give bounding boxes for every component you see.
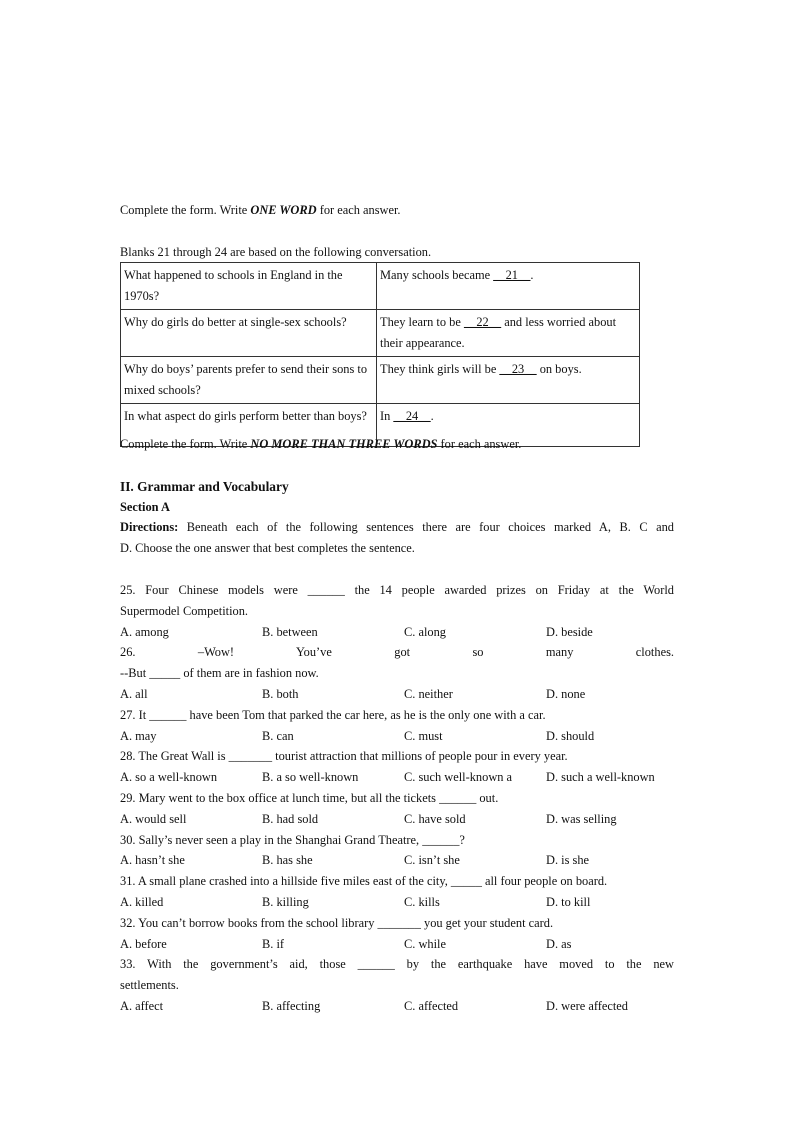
conversation-form-table	[120, 262, 640, 447]
form-row	[121, 357, 640, 404]
answer-option: A. hasn’t she	[120, 853, 185, 867]
answer-option: D. is she	[546, 853, 590, 867]
form-question-cell: Why do girls do better at single-sex schools?	[121, 310, 377, 357]
form-question-cell: In what aspect do girls perform better than boys?	[121, 404, 377, 447]
answer-option: A. so a well-known	[120, 770, 218, 784]
answer-option: D. as	[546, 937, 572, 951]
answer-option: D. to kill	[546, 895, 591, 909]
answer-text: Many schools became	[380, 268, 494, 282]
directions-line-2: D. Choose the one answer that best completes the sentence.	[120, 541, 415, 555]
instruction-emphasis: NO MORE THAN THREE WORDS	[250, 437, 438, 451]
answer-option: D. was selling	[546, 812, 617, 826]
question-text: --But _____ of them are in fashion now.	[120, 666, 319, 680]
answer-blank: __21__	[493, 268, 531, 282]
answer-option: B. between	[262, 625, 318, 639]
question-text: 26. –Wow! You’ve got so many clothes.	[120, 645, 674, 659]
form-answer-cell	[377, 263, 640, 310]
answer-options	[120, 936, 674, 952]
form-question-cell: What happened to schools in England in the 1970s?	[121, 263, 377, 310]
answer-option: B. affecting	[262, 999, 321, 1013]
answer-text: In	[380, 409, 394, 423]
answer-option: A. killed	[120, 895, 164, 909]
answer-text: on boys.	[536, 362, 582, 376]
question-text: settlements.	[120, 978, 179, 992]
answer-options	[120, 624, 674, 640]
question-text: 32. You can’t borrow books from the school library _______ you get your student card.	[120, 916, 554, 930]
instruction-three-words	[120, 436, 521, 452]
answer-option: B. has she	[262, 853, 313, 867]
question-text: 30. Sally’s never seen a play in the Shanghai Grand Theatre, ______?	[120, 833, 465, 847]
form-row	[121, 310, 640, 357]
answer-option: B. killing	[262, 895, 309, 909]
answer-option: A. before	[120, 937, 167, 951]
answer-option: D. none	[546, 687, 586, 701]
answer-text: They learn to be	[380, 315, 464, 329]
answer-option: D. should	[546, 729, 595, 743]
form-row	[121, 263, 640, 310]
question-text: 31. A small plane crashed into a hillside five miles east of the city, _____ all four people on board.	[120, 874, 608, 888]
instruction-emphasis: ONE WORD	[250, 203, 317, 217]
answer-option: C. along	[404, 625, 446, 639]
answer-option: C. neither	[404, 687, 453, 701]
instruction-one-word	[120, 202, 401, 218]
answer-text: They think girls will be	[380, 362, 500, 376]
answer-option: A. would sell	[120, 812, 187, 826]
answer-text: .	[530, 268, 534, 282]
answer-option: A. among	[120, 625, 169, 639]
question-text: 28. The Great Wall is _______ tourist attraction that millions of people pour in every year.	[120, 749, 568, 763]
answer-option: D. such a well-known	[546, 770, 655, 784]
answer-options	[120, 852, 674, 868]
answer-options	[120, 686, 674, 702]
directions-label: Directions:	[120, 520, 179, 534]
answer-options	[120, 811, 674, 827]
answer-blank: __23__	[499, 362, 537, 376]
answer-options	[120, 894, 674, 910]
answer-option: C. affected	[404, 999, 459, 1013]
answer-option: B. can	[262, 729, 294, 743]
directions-line-1	[120, 519, 674, 535]
answer-option: A. affect	[120, 999, 164, 1013]
question-text: 27. It ______ have been Tom that parked the car here, as he is the only one with a car.	[120, 708, 546, 722]
answer-text: and less worried about their appearance.	[380, 315, 617, 350]
instruction-text: Complete the form. Write	[120, 437, 251, 451]
answer-options	[120, 998, 674, 1014]
section-heading: II. Grammar and Vocabulary	[120, 479, 289, 494]
question-text: 33. With the government’s aid, those ______ by the earthquake have moved to the new	[120, 957, 674, 971]
form-answer-cell	[377, 357, 640, 404]
answer-option: B. a so well-known	[262, 770, 359, 784]
answer-option: B. had sold	[262, 812, 319, 826]
form-answer-cell	[377, 310, 640, 357]
answer-option: B. both	[262, 687, 299, 701]
instruction-text: for each answer.	[316, 203, 401, 217]
question-text: Supermodel Competition.	[120, 604, 249, 618]
answer-option: B. if	[262, 937, 285, 951]
question-text: 25. Four Chinese models were ______ the 14 people awarded prizes on Friday at the World	[120, 583, 674, 597]
question-text: 29. Mary went to the box office at lunch time, but all the tickets ______ out.	[120, 791, 499, 805]
answer-blank: __24__	[393, 409, 431, 423]
section-a-label: Section A	[120, 500, 170, 514]
blanks-note: Blanks 21 through 24 are based on the following conversation.	[120, 245, 432, 259]
answer-option: D. beside	[546, 625, 593, 639]
instruction-text: Complete the form. Write	[120, 203, 251, 217]
answer-option: D. were affected	[546, 999, 628, 1013]
instruction-text: for each answer.	[437, 437, 522, 451]
directions-text: Beneath each of the following sentences there are four choices marked A, B. C and	[178, 520, 674, 534]
answer-option: C. isn’t she	[404, 853, 460, 867]
answer-option: C. such well-known a	[404, 770, 513, 784]
answer-option: C. must	[404, 729, 443, 743]
answer-options	[120, 728, 674, 744]
answer-option: A. all	[120, 687, 148, 701]
form-question-cell: Why do boys’ parents prefer to send their sons to mixed schools?	[121, 357, 377, 404]
answer-option: C. have sold	[404, 812, 466, 826]
answer-option: A. may	[120, 729, 157, 743]
answer-option: C. while	[404, 937, 446, 951]
answer-text: .	[430, 409, 434, 423]
answer-option: C. kills	[404, 895, 440, 909]
answer-options	[120, 769, 674, 785]
answer-blank: __22__	[463, 315, 502, 329]
